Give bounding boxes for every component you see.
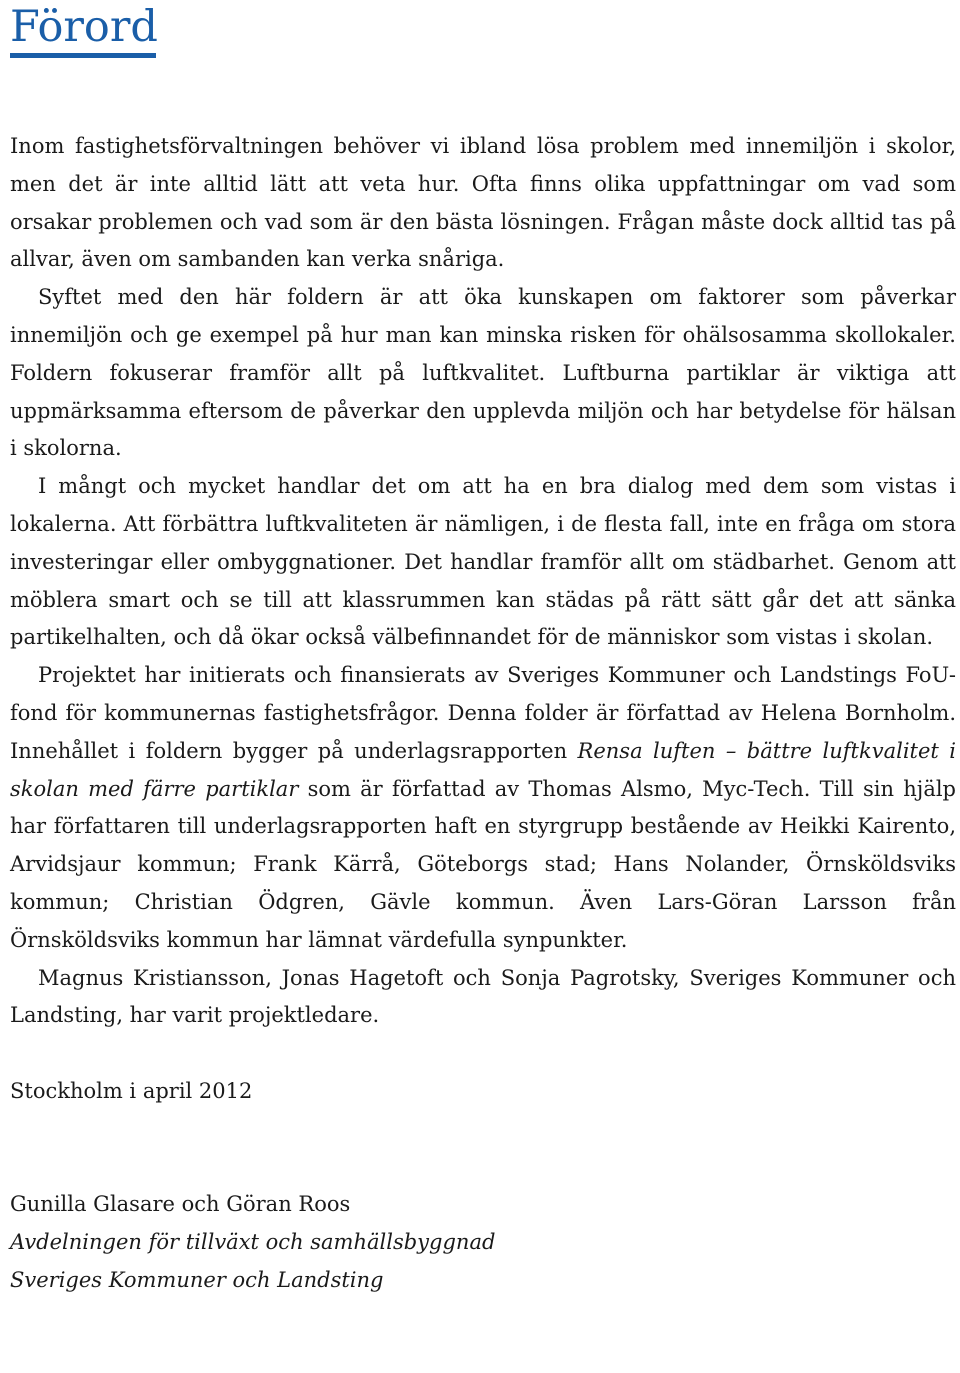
title-underline: [10, 53, 156, 58]
paragraph-4: [10, 657, 956, 959]
paragraph-1: Inom fastighetsförvaltningen behöver vi ibland lösa problem med innemiljön i skolor, men det är inte alltid lätt att veta hur. Ofta finns olika uppfattningar om vad som orsakar problemen och vad som är den bästa lösningen. Frågan måste dock alltid tas på allvar, även om sambanden kan verka snåriga.: [10, 134, 956, 272]
signature-block: [10, 1186, 956, 1299]
signatory-department: Avdelningen för tillväxt och samhällsbyggnad: [10, 1229, 496, 1254]
document-page: [10, 0, 956, 1299]
paragraph-4-lead: Projektet har initierats och finansierats av Sveriges Kommuner och Landstings FoU-fond för kommunernas fastighetsfrågor. Denna folder är författad av Helena Bornholm. Innehållet i foldern bygger på underlagsrapporten: [10, 663, 956, 763]
paragraph-5: Magnus Kristiansson, Jonas Hagetoft och Sonja Pagrotsky, Sveriges Kommuner och Landsting, har varit projektledare.: [10, 965, 956, 1028]
paragraph-3: I mångt och mycket handlar det om att ha en bra dialog med dem som vistas i lokalerna. Att förbättra luftkvaliteten är nämligen, i de flesta fall, inte en fråga om stora investeringar eller ombyggnationer. Det handlar framför allt om städbarhet. Genom att möblera smart och se till att klassrummen kan städas på rätt sätt går det att sänka partikelhalten, och då ökar också välbefinnandet för de människor som vistas i skolan.: [10, 474, 956, 650]
paragraph-2: Syftet med den här foldern är att öka kunskapen om faktorer som påverkar innemiljön och ge exempel på hur man kan minska risken för ohälsosamma skollokaler. Foldern fokuserar framför allt på luftkvalitet. Luftburna partiklar är viktiga att uppmärksamma eftersom de påverkar den upplevda miljön och har betydelse för hälsan i skolorna.: [10, 285, 956, 461]
place-date: Stockholm i april 2012: [10, 1079, 253, 1104]
signatory-names: Gunilla Glasare och Göran Roos: [10, 1191, 351, 1216]
body-text: [10, 128, 956, 1035]
page-title: Förord: [10, 2, 158, 52]
signatory-organization: Sveriges Kommuner och Landsting: [10, 1267, 384, 1292]
report-title: Rensa luften – bättre luftkvalitet i skolan med färre partiklar: [10, 738, 956, 801]
paragraph-4-rest: som är författad av Thomas Alsmo, Myc-Tech. Till sin hjälp har författaren till underlagsrapporten haft en styrgrupp bestående av Heikki Kairento, Arvidsjaur kommun; Frank Kärrå, Göteborgs stad; Hans Nolander, Örnsköldsviks kommun; Christian Ödgren, Gävle kommun. Även Lars-Göran Larsson från Örnsköldsviks kommun har lämnat värdefulla synpunkter.: [10, 776, 956, 952]
